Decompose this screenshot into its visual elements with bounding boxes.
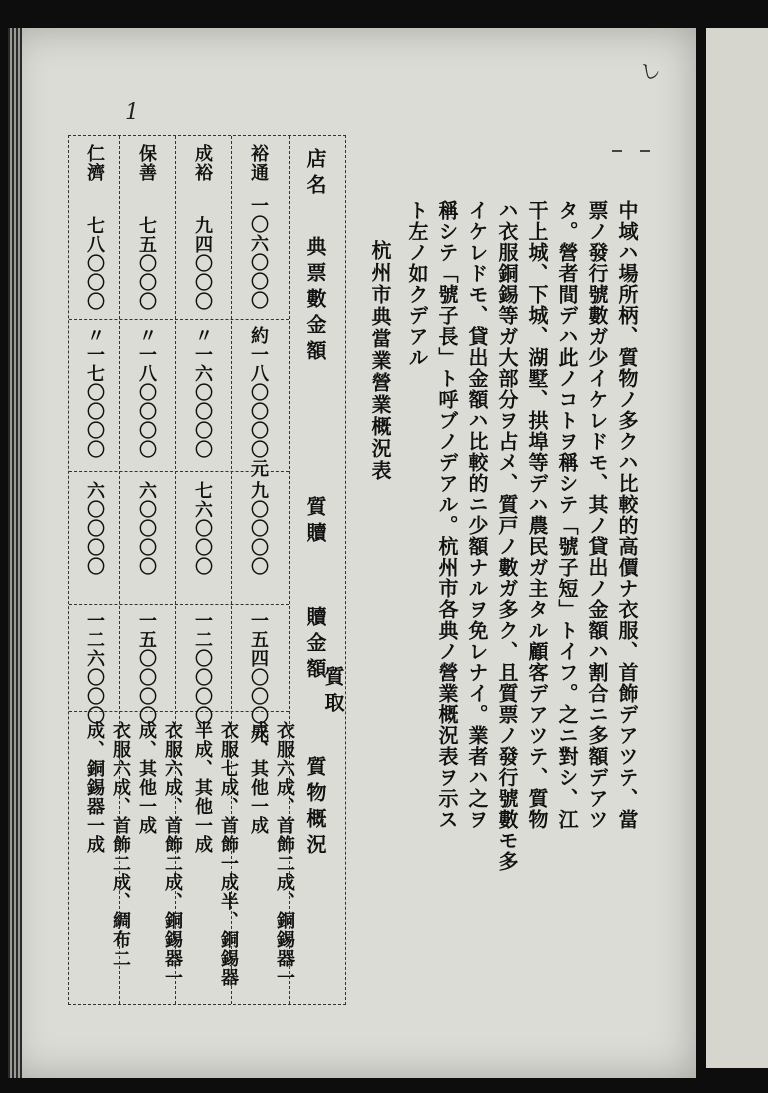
header-pawn-amount: 質贖 xyxy=(303,496,327,548)
row-redeem-2: 一二六〇〇〇 xyxy=(84,611,105,725)
row-pawn: 〃一七〇〇〇〇 xyxy=(84,326,105,459)
body-column-1: 中域ハ場所柄、質物ノ多クハ比較的高價ナ衣服、首飾デアツテ、當 xyxy=(615,200,639,830)
table-divider xyxy=(69,319,289,320)
margin-dash xyxy=(640,150,650,152)
table-title: 杭州市典當業營業概況表 xyxy=(368,240,392,482)
row-tickets: 一〇六〇〇〇 xyxy=(248,196,269,310)
header-pawn-sub: 贖金額 xyxy=(303,606,327,684)
header-ticket-amount: 典票數金額 xyxy=(303,236,327,366)
row-pawn: 約一八〇〇〇〇元 xyxy=(248,326,269,478)
body-column-5: ハ衣服銅錫等ガ大部分ヲ占メ、質戸ノ數ガ多ク、且質票ノ發行號數モ多 xyxy=(495,200,519,872)
row-redeem: 七六〇〇〇 xyxy=(192,481,213,576)
row-redeem-2: 一五四〇〇〇元 xyxy=(248,611,269,744)
corner-annotation: し xyxy=(637,56,664,86)
row-items: 衣服六成、首飾二成、銅錫器一成、其他一成 xyxy=(136,721,183,987)
row-items: 衣服七成、首飾一成半、銅錫器半成、其他一成 xyxy=(192,721,239,987)
row-pawn: 〃一八〇〇〇〇 xyxy=(136,326,157,459)
row-pawn: 〃一六〇〇〇〇 xyxy=(192,326,213,459)
body-column-6: イケレドモ、貸出金額ハ比較的ニ少額ナルヲ免レナイ。業者ハ之ヲ xyxy=(465,200,489,830)
row-redeem-2: 一五〇〇〇〇 xyxy=(136,611,157,725)
header-store: 店名 xyxy=(303,148,327,200)
row-redeem: 九〇〇〇〇 xyxy=(248,481,269,576)
row-tickets: 九四〇〇〇 xyxy=(192,216,213,311)
business-table xyxy=(68,135,346,1005)
row-tickets: 七八〇〇〇 xyxy=(84,216,105,311)
row-redeem: 六〇〇〇〇 xyxy=(136,481,157,576)
row-items: 衣服六成、首飾二成、銅錫器一成、其他一成 xyxy=(248,721,295,987)
row-store: 仁濟 xyxy=(84,144,105,182)
header-items: 質物概況 xyxy=(303,756,327,860)
page-number-mark: 1 xyxy=(125,100,139,125)
row-items: 衣服六成、首飾二成、綢布二成、銅錫器一成 xyxy=(84,721,131,968)
row-redeem-2: 一二〇〇〇〇 xyxy=(192,611,213,725)
page-gutter xyxy=(8,28,22,1078)
body-column-4: 干上城、下城、湖墅、拱埠等デハ農民ガ主タル顧客デアツテ、質物 xyxy=(525,200,549,830)
row-redeem: 六〇〇〇〇 xyxy=(84,481,105,576)
margin-dash xyxy=(612,150,622,152)
body-column-7: 稱シテ「號子長」ト呼ブノデアル。杭州市各典ノ營業概況表ヲ示ス xyxy=(435,200,459,830)
row-store: 保善 xyxy=(136,144,157,182)
body-column-2: 票ノ發行號數ガ少イケレドモ、其ノ貸出ノ金額ハ割合ニ多額デアツ xyxy=(585,200,609,830)
row-tickets: 七五〇〇〇 xyxy=(136,216,157,311)
table-divider xyxy=(69,604,289,605)
row-store: 成裕 xyxy=(192,144,213,182)
header-redeem: 質取 xyxy=(321,666,345,718)
body-column-8: ト左ノ如クデアル xyxy=(405,200,429,368)
body-column-3: タ。營者間デハ此ノコトヲ稱シテ「號子短」トイフ。之ニ對シ、江 xyxy=(555,200,579,830)
row-store: 裕通 xyxy=(248,144,269,182)
right-page-edge xyxy=(706,28,768,1068)
